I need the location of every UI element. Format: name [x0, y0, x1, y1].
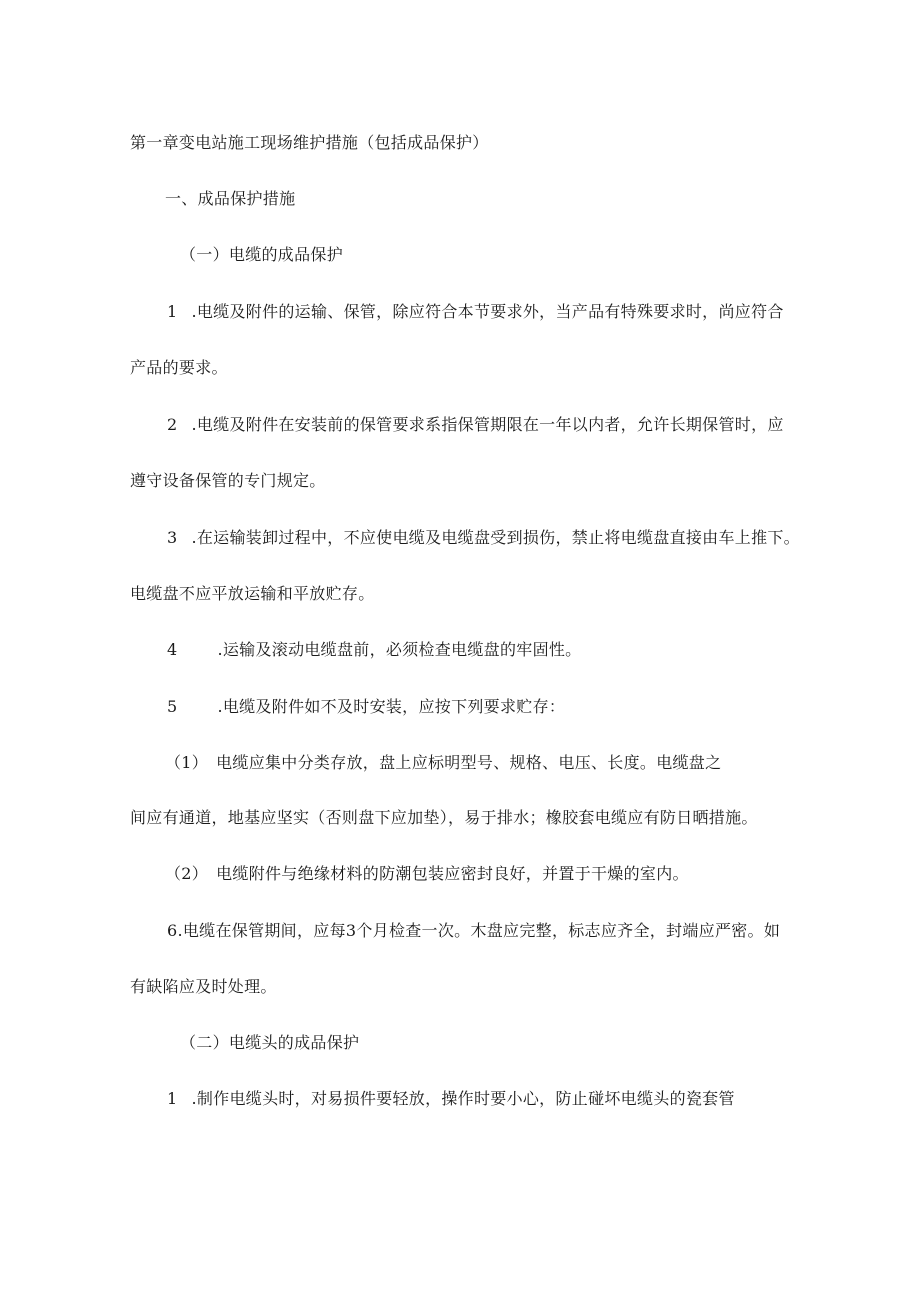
paragraph-item-2 — [167, 415, 784, 435]
section-heading: 一、成品保护措施 — [165, 189, 296, 208]
chapter-title: 第一章变电站施工现场维护措施（包括成品保护） — [130, 133, 489, 152]
paragraph-continuation: 有缺陷应及时处理。 — [130, 977, 277, 996]
sub-item-1 — [165, 753, 721, 773]
paragraph-item-1 — [167, 302, 784, 322]
paragraph-item-1 — [167, 1089, 735, 1109]
item-text: .电缆及附件在安装前的保管要求系指保管期限在一年以内者，允许长期保管时，应 — [191, 415, 784, 434]
item-text: .制作电缆头时，对易损件要轻放，操作时要小心，防止碰坏电缆头的瓷套管 — [191, 1089, 735, 1108]
sub-item-text: 电缆应集中分类存放，盘上应标明型号、规格、电压、长度。电缆盘之 — [216, 753, 722, 772]
item-number: 2 — [167, 415, 178, 434]
sub-item-text: 电缆附件与绝缘材料的防潮包装应密封良好，并置于干燥的室内。 — [216, 864, 689, 883]
sub-item-number: （2） — [165, 864, 209, 883]
paragraph-item-3 — [167, 528, 800, 548]
subsection-heading: （一）电缆的成品保护 — [180, 245, 344, 264]
item-number: 5 — [167, 697, 178, 716]
paragraph-continuation: 遵守设备保管的专门规定。 — [130, 471, 326, 490]
sub-item-number: （1） — [165, 753, 209, 772]
paragraph-item-6: 6.电缆在保管期间，应每3个月检查一次。木盘应完整，标志应齐全，封端应严密。如 — [167, 921, 781, 940]
item-number: 4 — [167, 640, 178, 659]
paragraph-continuation: 间应有通道，地基应坚实（否则盘下应加垫），易于排水；橡胶套电缆应有防日晒措施。 — [130, 808, 758, 827]
paragraph-continuation: 电缆盘不应平放运输和平放贮存。 — [130, 584, 375, 603]
item-number: 3 — [167, 528, 178, 547]
item-text: .电缆及附件的运输、保管，除应符合本节要求外，当产品有特殊要求时，尚应符合 — [191, 302, 784, 321]
sub-item-2 — [165, 864, 689, 884]
item-number: 1 — [167, 1089, 178, 1108]
paragraph-item-4 — [167, 640, 581, 660]
item-text: .在运输装卸过程中，不应使电缆及电缆盘受到损伤，禁止将电缆盘直接由车上推下。 — [191, 528, 800, 547]
paragraph-item-5 — [167, 697, 565, 717]
subsection-heading: （二）电缆头的成品保护 — [180, 1033, 360, 1052]
item-text: .运输及滚动电缆盘前，必须检查电缆盘的牢固性。 — [217, 640, 582, 659]
item-text: .电缆及附件如不及时安装，应按下列要求贮存： — [217, 697, 566, 716]
item-number: 1 — [167, 302, 178, 321]
paragraph-continuation: 产品的要求。 — [130, 358, 228, 377]
